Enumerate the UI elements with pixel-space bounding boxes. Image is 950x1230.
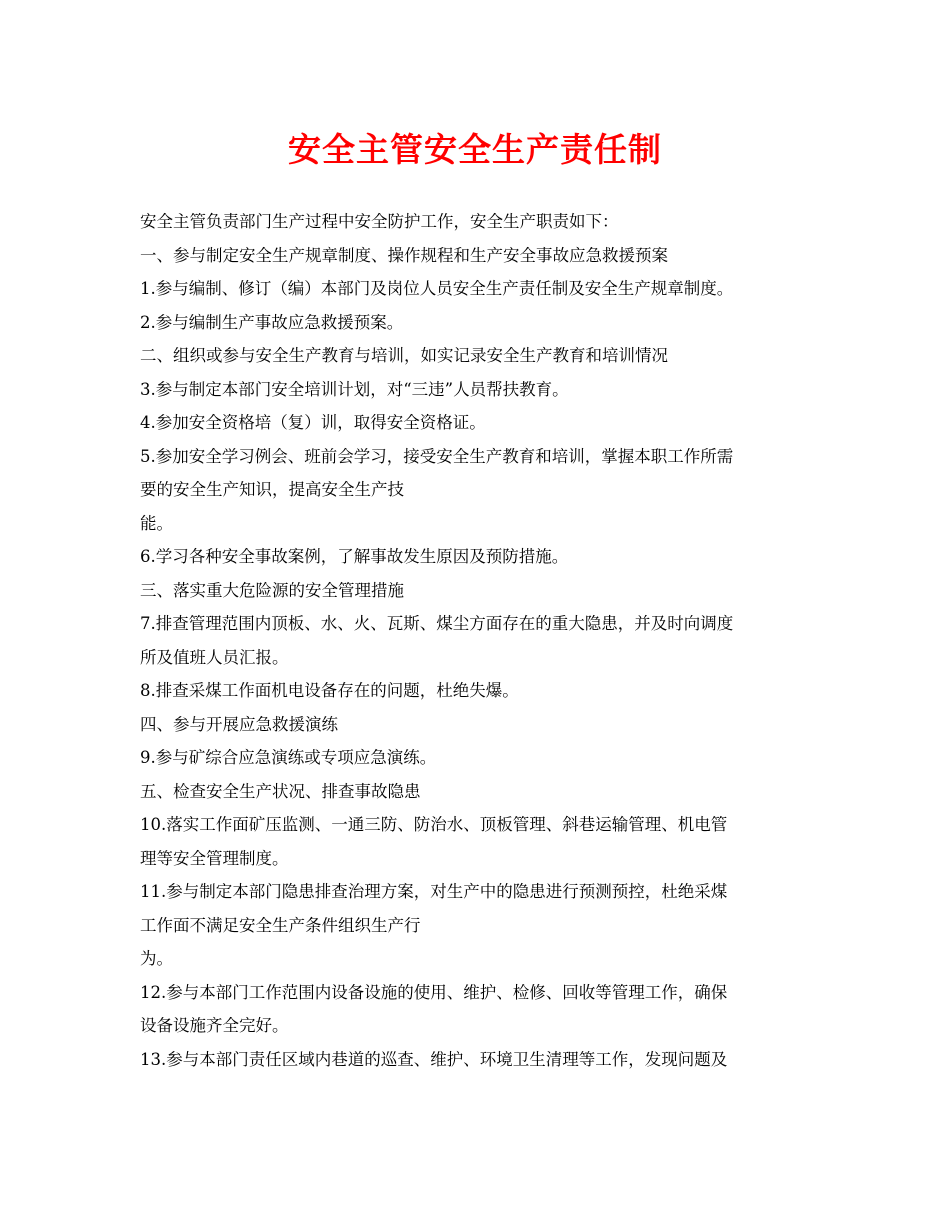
body-line: 理等安全管理制度。 [140,848,289,868]
body-line: 4.参加安全资格培（复）训，取得安全资格证。 [140,413,486,432]
body-line: 为。 [140,949,173,968]
body-line: 6.学习各种安全事故案例，了解事故发生原因及预防措施。 [140,547,569,566]
body-line: 四、参与开展应急救援演练 [140,714,338,734]
body-line: 所及值班人员汇报。 [140,647,289,667]
body-line: 能。 [140,513,173,533]
body-line: 要的安全生产知识，提高安全生产技 [140,480,404,499]
body-line: 工作面不满足安全生产条件组织生产行 [140,915,421,935]
body-line: 7.排查管理范围内顶板、水、火、瓦斯、煤尘方面存在的重大隐患，并及时向调度 [140,614,734,633]
body-line: 安全主管负责部门生产过程中安全防护工作，安全生产职责如下： [140,212,619,231]
body-line: 五、检查安全生产状况、排查事故隐患 [140,781,421,801]
body-line: 5.参加安全学习例会、班前会学习，接受安全生产教育和培训，掌握本职工作所需 [140,446,734,466]
body-line: 13.参与本部门责任区域内巷道的巡查、维护、环境卫生清理等工作，发现问题及 [140,1049,728,1069]
body-line: 12.参与本部门工作范围内设备设施的使用、维护、检修、回收等管理工作，确保 [140,982,728,1002]
body-line: 设备设施齐全完好。 [140,1016,289,1035]
body-line: 10.落实工作面矿压监测、一通三防、防治水、顶板管理、斜巷运输管理、机电管 [140,815,728,834]
body-line: 1.参与编制、修订（编）本部门及岗位人员安全生产责任制及安全生产规章制度。 [140,279,734,298]
body-line: 2.参与编制生产事故应急救援预案。 [140,312,404,332]
document-title: 安全主管安全生产责任制 [288,130,662,169]
body-line: 8.排查采煤工作面机电设备存在的问题，杜绝失爆。 [140,681,519,700]
body-line: 二、组织或参与安全生产教育与培训，如实记录安全生产教育和培训情况 [140,346,668,365]
body-line: 9.参与矿综合应急演练或专项应急演练。 [140,748,437,767]
body-line: 三、落实重大危险源的安全管理措施 [140,580,404,600]
body-line: 11.参与制定本部门隐患排查治理方案，对生产中的隐患进行预测预控，杜绝采煤 [140,882,728,901]
body-line: 3.参与制定本部门安全培训计划，对“三违”人员帮扶教育。 [140,379,569,399]
body-line: 一、参与制定安全生产规章制度、操作规程和生产安全事故应急救援预案 [140,245,668,265]
document-body [140,205,820,1076]
